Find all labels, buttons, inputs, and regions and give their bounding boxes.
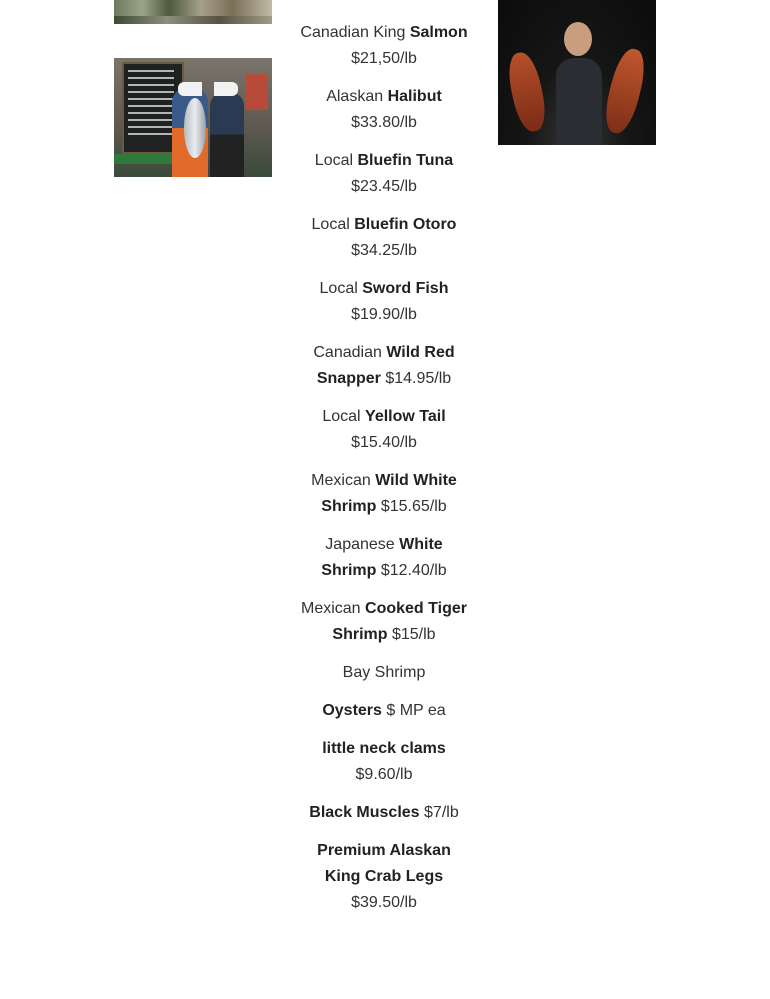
item-name: Premium Alaskan King Crab Legs <box>317 842 451 885</box>
man-torso <box>556 58 602 145</box>
fishmongers-with-fish-photo[interactable] <box>114 58 272 177</box>
item-origin: Canadian King <box>300 24 406 41</box>
shop-sign <box>246 74 268 110</box>
item-name: Oysters <box>322 702 382 719</box>
item-origin: Local <box>319 280 358 297</box>
item-origin: Local <box>314 152 354 169</box>
menu-item <box>298 468 470 520</box>
item-name: little neck clams <box>322 740 446 757</box>
item-price: $34.25/lb <box>351 242 417 259</box>
item-price: $12.40/lb <box>380 562 447 579</box>
item-price: $39.50/lb <box>351 894 417 911</box>
seafood-price-list <box>298 20 470 928</box>
seafood-display-photo[interactable] <box>114 0 272 24</box>
menu-item <box>298 404 470 456</box>
item-price: $33.80/lb <box>351 114 417 131</box>
menu-item <box>298 838 470 916</box>
item-price: $ MP ea <box>386 702 446 719</box>
item-name: Wild White Shrimp <box>321 472 457 515</box>
item-origin: Mexican <box>301 600 361 617</box>
item-price: $15.40/lb <box>351 434 417 451</box>
item-price: $21,50/lb <box>351 50 417 67</box>
menu-item <box>298 698 470 724</box>
item-origin: Mexican <box>311 472 371 489</box>
item-origin: Bay Shrimp <box>342 664 426 681</box>
man-head <box>564 22 592 56</box>
menu-item <box>298 340 470 392</box>
menu-item <box>298 800 470 826</box>
menu-item <box>298 148 470 200</box>
item-name: Bluefin Tuna <box>357 152 454 169</box>
item-name: Wild Red Snapper <box>316 344 455 387</box>
item-name: White Shrimp <box>321 536 443 579</box>
item-origin: Canadian <box>313 344 382 361</box>
item-price: $23.45/lb <box>351 178 417 195</box>
lobster-left <box>504 50 550 134</box>
menu-item <box>298 212 470 264</box>
item-name: Bluefin Otoro <box>354 216 457 233</box>
person-right <box>210 92 244 177</box>
fish <box>184 98 206 158</box>
face-masks <box>178 82 238 96</box>
item-name: Black Muscles <box>309 804 420 821</box>
item-price: $14.95/lb <box>385 370 452 387</box>
chalk-lines <box>128 70 174 140</box>
man-holding-lobsters-photo[interactable] <box>498 0 656 145</box>
item-name: Halibut <box>387 88 442 105</box>
item-price: $7/lb <box>424 804 459 821</box>
item-origin: Alaskan <box>326 88 384 105</box>
item-price: $9.60/lb <box>355 766 413 783</box>
item-name: Salmon <box>409 24 468 41</box>
item-origin: Japanese <box>325 536 395 553</box>
item-origin: Local <box>311 216 350 233</box>
item-name: Cooked Tiger Shrimp <box>332 600 467 643</box>
menu-item <box>298 532 470 584</box>
menu-item <box>298 660 470 686</box>
menu-item <box>298 84 470 136</box>
item-price: $15.65/lb <box>380 498 447 515</box>
menu-item <box>298 596 470 648</box>
item-origin: Local <box>322 408 361 425</box>
lobster-right <box>600 46 650 137</box>
item-price: $15/lb <box>391 626 436 643</box>
menu-item <box>298 20 470 72</box>
item-name: Yellow Tail <box>365 408 446 425</box>
menu-item <box>298 276 470 328</box>
item-name: Sword Fish <box>362 280 449 297</box>
item-price: $19.90/lb <box>351 306 417 323</box>
menu-item <box>298 736 470 788</box>
